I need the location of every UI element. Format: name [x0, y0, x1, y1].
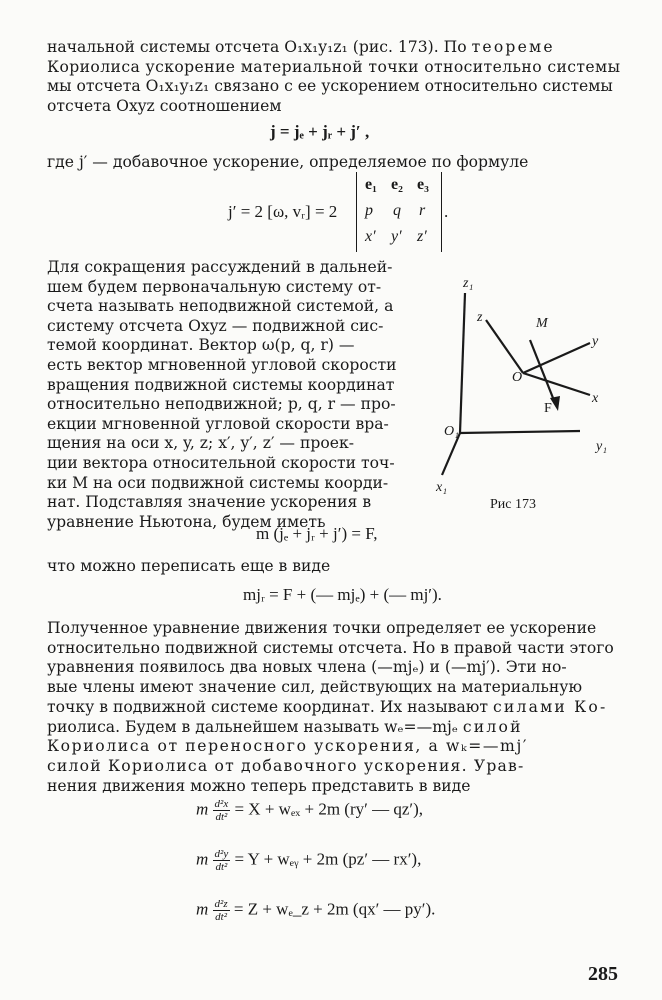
label-y1: y₁: [596, 439, 608, 454]
equation-newton: m (jₑ + jᵣ + j′) = F,: [256, 524, 378, 543]
text-line: точку в подвижной системе координат. Их называют силами Ко-: [47, 697, 608, 716]
det-cell: r: [419, 202, 426, 219]
text-line: начальной системы отсчета O₁x₁y₁z₁ (рис. 173). По теореме: [47, 38, 555, 56]
text-line: что можно переписать еще в виде: [47, 557, 331, 575]
label-x: x: [592, 391, 599, 406]
text-line: Кориолиса ускорение материальной точки относительно системы: [47, 57, 621, 76]
axis-y1: [460, 431, 580, 433]
equation-acceleration-sum: j = jₑ + jᵣ + j′ ,: [270, 122, 370, 141]
equation-relative-motion: mjᵣ = F + (— mjₑ) + (— mj′).: [243, 585, 442, 604]
left-paragraph: [47, 258, 402, 532]
text-line: счета называть неподвижной системой, а: [47, 297, 394, 316]
label-y: y: [592, 334, 599, 349]
text-line: Полученное уравнение движения точки определяет ее ускорение: [47, 619, 597, 637]
text-line: ции вектора относительной скорости точ-: [47, 453, 395, 472]
top-paragraph: [47, 38, 621, 117]
det-end: .: [444, 202, 449, 221]
label-z: z: [477, 310, 483, 325]
label-O1: O₁: [444, 424, 459, 439]
text-line: шем будем первоначальную систему от-: [47, 277, 382, 296]
label-z1: z₁: [463, 276, 474, 291]
determinant: [356, 172, 442, 252]
det-cell: p: [365, 202, 373, 219]
text-line: систему отсчета Oxyz — подвижной сис-: [47, 316, 384, 335]
text-line: относительно подвижной системы отсчета. Но в правой части этого: [47, 638, 614, 657]
text-line: екции мгновенной угловой скорости вра-: [47, 414, 389, 433]
text-line: нения движения можно теперь представить в виде: [47, 776, 471, 795]
text-line: где j′ — добавочное ускорение, определяемое по формуле: [47, 153, 529, 171]
text-line: темой координат. Вектор ω(p, q, r) —: [47, 336, 355, 355]
equation-y: m $\frac{\text{d²y}}{\text{dt²}}$ = Y + wₑᵧ + 2m (pz′ — rx′),: [196, 848, 422, 873]
axis-z: [486, 320, 523, 373]
text-line: ки M на оси подвижной системы коорди-: [47, 473, 389, 492]
equation-x: m $\frac{\text{d²x}}{\text{dt²}}$ = X + wₑₓ + 2m (ry′ — qz′),: [196, 798, 424, 823]
text-line: вые члены имеют значение сил, действующих на материальную: [47, 678, 583, 697]
where-text: [47, 153, 621, 173]
text-line: риолиса. Будем в дальнейшем называть wₑ=—mjₑ силой: [47, 717, 523, 736]
label-F: F: [544, 401, 552, 416]
axis-x: [523, 373, 590, 395]
page-number: 285: [588, 963, 618, 985]
rewrite-text: [47, 557, 621, 577]
text-line: уравнение Ньютона, будем иметь: [47, 512, 326, 531]
text-line: есть вектор мгновенной угловой скорости: [47, 355, 397, 374]
force-vector: [530, 340, 555, 403]
det-cell: e₃: [417, 176, 429, 193]
label-M: M: [536, 316, 548, 331]
equation-z: m $\frac{\text{d²z}}{\text{dt²}}$ = Z + wₑ_z + 2m (qx′ — py′).: [196, 898, 436, 923]
det-cell: x′: [365, 228, 376, 245]
label-x1: x₁: [436, 480, 448, 495]
text-line: Кориолиса от переносного ускорения, а wₖ=—mj′: [47, 737, 529, 756]
axis-x1: [442, 433, 460, 475]
equation-coriolis-left: j′ = 2 [ω, vᵣ] = 2: [228, 202, 338, 221]
det-cell: y′: [391, 228, 402, 245]
text-line: щения на оси x, y, z; x′, y′, z′ — проек-: [47, 434, 354, 453]
figure-173: [420, 265, 620, 500]
det-cell: z′: [417, 228, 427, 245]
text-line: мы отсчета O₁x₁y₁z₁ связано с ее ускорением относительно системы: [47, 77, 613, 96]
det-cell: q: [393, 202, 401, 219]
figure-caption: Рис 173: [490, 497, 536, 512]
text-line: силой Кориолиса от добавочного ускорения. Урав-: [47, 756, 525, 775]
text-line: отсчета Oxyz соотношением: [47, 97, 282, 116]
det-cell: e₂: [391, 176, 403, 193]
text-line: нат. Подставляя значение ускорения в: [47, 493, 372, 512]
text-line: относительно неподвижной; p, q, r — про-: [47, 395, 396, 414]
bottom-paragraph: [47, 619, 621, 796]
det-cell: e₁: [365, 176, 377, 193]
axis-z1: [460, 293, 465, 433]
label-O: O: [512, 370, 523, 385]
text-line: вращения подвижной системы координат: [47, 375, 395, 394]
text-line: Для сокращения рассуждений в дальней-: [47, 258, 393, 276]
text-line: уравнения появилось два новых члена (—mjₑ) и (—mj′). Эти но-: [47, 658, 567, 677]
